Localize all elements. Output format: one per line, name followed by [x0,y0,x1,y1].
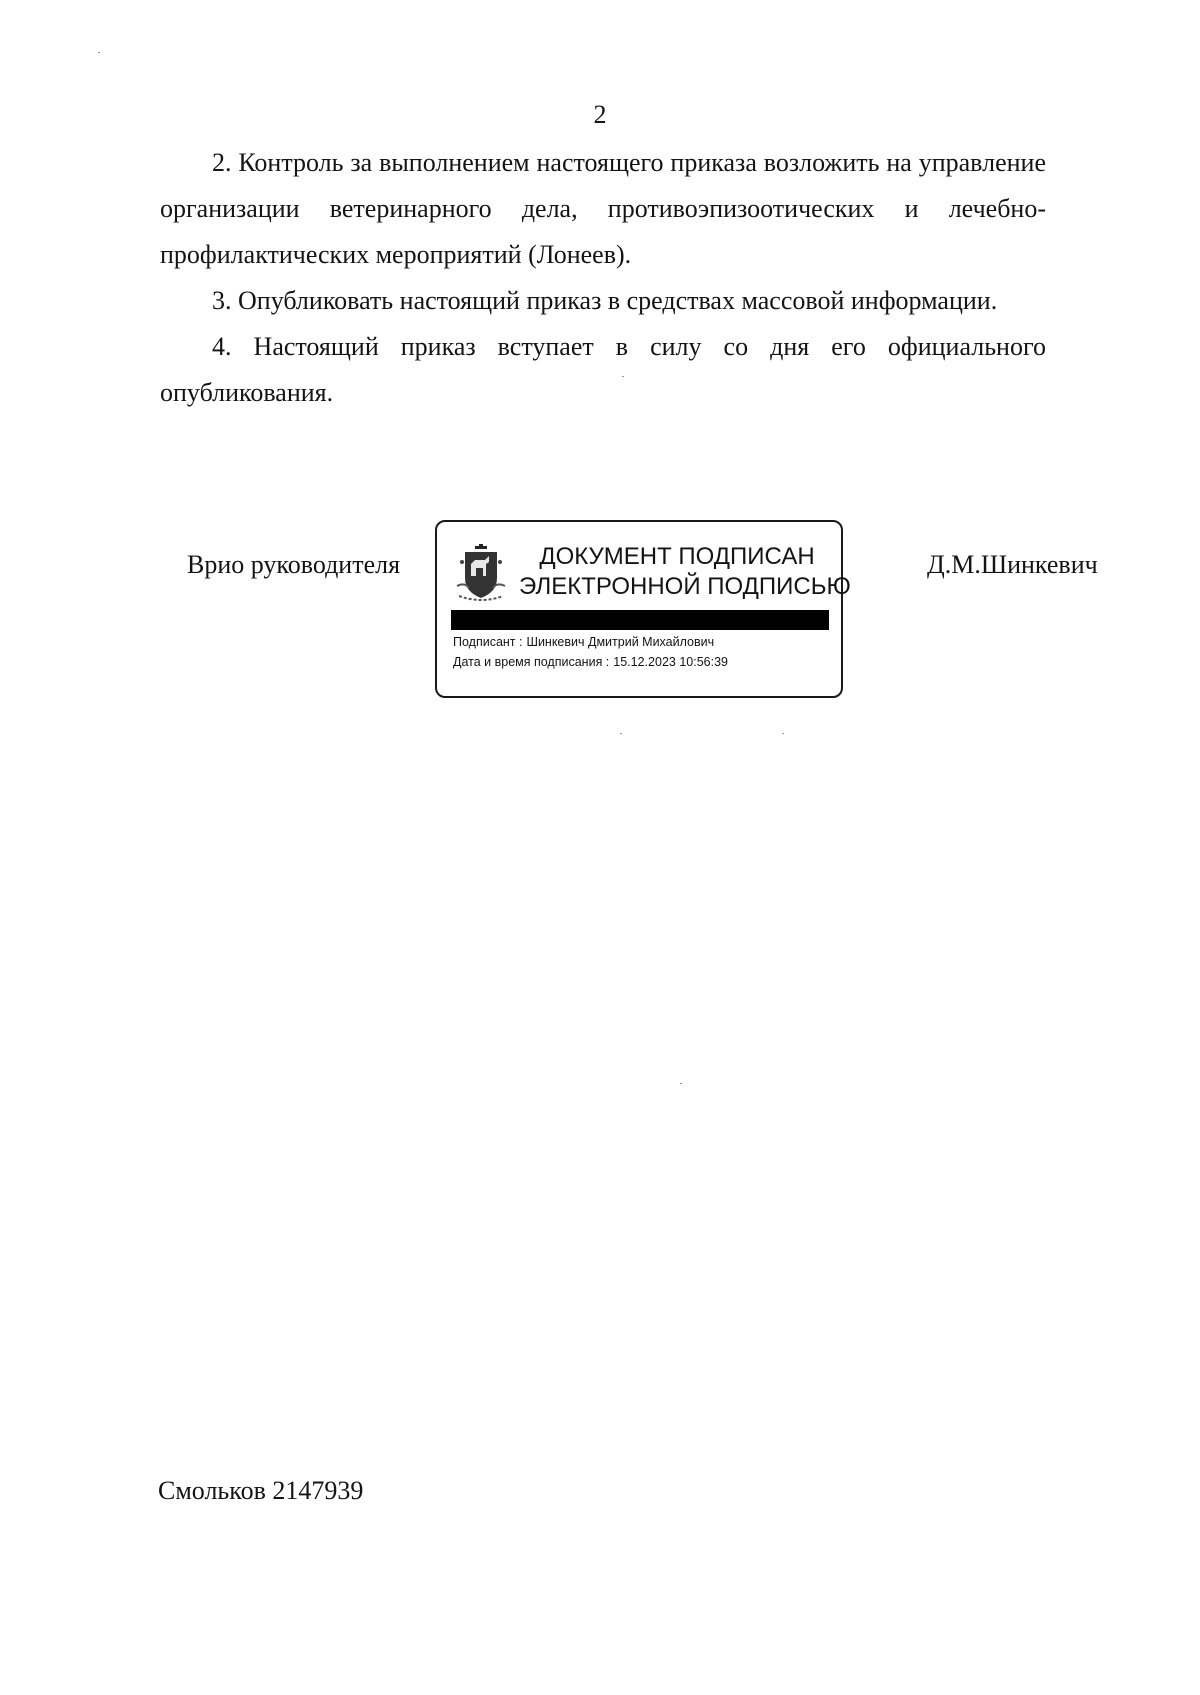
paragraph-publish: 3. Опубликовать настоящий приказ в средствах массовой информации. [212,286,998,315]
scan-speck [98,52,100,53]
paragraph-control: 2. Контроль за выполнением настоящего приказа возложить на управление организации ветеринарного дела, противоэпизоотических и лечебно-профилактических мероприятий (Лонеев). [160,148,1046,269]
executor-note: Смольков 2147939 [158,1476,364,1505]
signer-name: Д.М.Шинкевич [927,550,1098,579]
signature-block [0,520,1200,710]
scan-speck [622,376,624,377]
scan-speck [620,733,622,734]
redaction-bar [451,610,829,630]
signer-value: Шинкевич Дмитрий Михайлович [526,635,715,649]
scan-speck [782,733,784,734]
coat-of-arms-icon [455,542,507,604]
page-number: 2 [593,100,607,129]
paragraph-effective-date: 4. Настоящий приказ вступает в силу со дня его официального опубликования. [160,332,1046,407]
datetime-label: Дата и время подписания : [453,655,610,669]
stamp-datetime-row [453,652,728,672]
order-body [160,140,1046,416]
stamp-signer-row [453,632,728,652]
datetime-value: 15.12.2023 10:56:39 [613,655,728,669]
stamp-heading-line-1: ДОКУМЕНТ ПОДПИСАН [539,543,815,570]
stamp-details [453,632,728,672]
electronic-signature-stamp [435,520,851,698]
stamp-heading [519,542,851,602]
scan-speck [680,1083,682,1084]
position-title: Врио руководителя [187,550,401,579]
stamp-heading-line-2: ЭЛЕКТРОННОЙ ПОДПИСЬЮ [519,573,851,600]
signer-label: Подписант : [453,635,523,649]
